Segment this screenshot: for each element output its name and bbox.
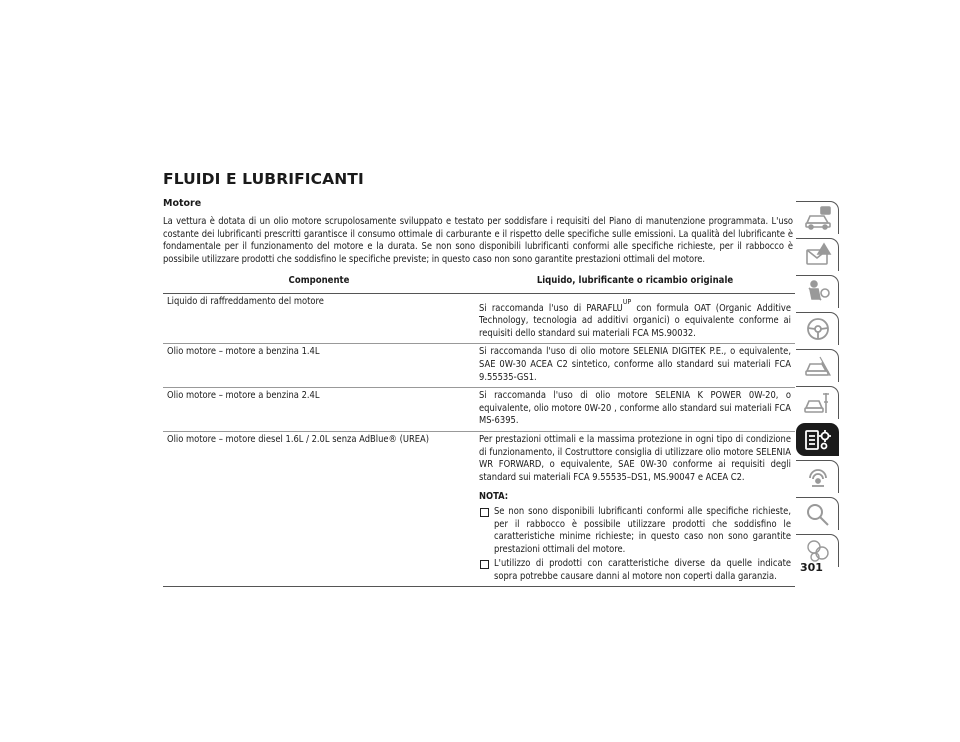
chapter-tab-safety[interactable] [796,275,839,308]
chapter-tab-driving[interactable] [796,312,839,345]
fluid-superscript: UP [622,297,632,306]
fluids-table [163,271,795,587]
car-emergency-icon [804,353,832,379]
page-number: 301 [800,561,823,574]
chapter-tab-emergency[interactable] [796,349,839,382]
fluid-text: Per prestazioni ottimali e la massima protezione in ogni tipo di condizione di funzionamento, il Costruttore consiglia di utilizzare olio motore SELENIA WR FORWARD, o equivalente, SAE 0W-30 conforme ai requisiti degli standard sui materiali FCA 9.55535–DS1, MS.90047 e ACEA C2. [479,433,791,483]
fluid-text: Si raccomanda l'uso di PARAFLU [479,302,623,314]
section-heading: Motore [163,198,202,209]
table-row [163,293,795,344]
table-header-row [163,271,795,293]
multimedia-icon [804,464,832,490]
intro-paragraph: La vettura è dotata di un olio motore scrupolosamente sviluppato e testato per soddisfare i requisiti del Piano di manutenzione programmata. L'uso costante dei lubrificanti prescritti garantisce il consumo ottimale di carburante e il rispetto delle specifiche sulle emissioni. La qualità del lubrificante è fondamentale per il funzionamento del motore e la durata. Se non sono disponibili lubrificanti conformi alle specifiche richieste, per il rabbocco è possibile utilizzare prodotti che soddisfino le specifiche previste; in questo caso non sono garantite prestazioni ottimali del motore. [163,216,793,265]
chapter-tab-service[interactable] [796,386,839,419]
note-item [479,558,791,583]
component-cell: Olio motore – motore diesel 1.6L / 2.0L senza AdBlue® (UREA) [163,431,475,587]
note-text: L'utilizzo di prodotti con caratteristiche diverse da quelle indicate sopra potrebbe causare danni al motore non coperti dalla garanzia. [494,558,791,582]
chapter-tabs [796,201,841,571]
chapter-tab-warnings[interactable] [796,238,839,271]
chapter-tab-index[interactable] [796,497,839,530]
note-text: Se non sono disponibili lubrificanti conformi alle specifiche richieste, per il rabbocco è possibile utilizzare prodotti che soddisfino le caratteristiche minime richieste; in questo caso non sono garantite prestazioni ottimali del motore. [494,505,791,555]
checkbox-bullet-icon [480,508,489,517]
column-header-component: Componente [163,271,475,293]
fluid-cell [475,431,795,587]
chapter-tab-vehicle[interactable] [796,201,839,234]
chapter-tab-specifications[interactable] [796,423,839,456]
car-service-tools-icon [804,390,832,416]
seatbelt-safety-icon [804,279,832,305]
warning-envelope-icon [804,242,832,268]
table-row [163,431,795,587]
chapter-tab-multimedia[interactable] [796,460,839,493]
search-index-icon [804,501,832,527]
steering-wheel-icon [804,316,832,342]
component-cell: Olio motore – motore a benzina 1.4L [163,344,475,388]
car-info-icon [804,205,832,231]
table-row [163,388,795,432]
fluid-cell: Si raccomanda l'uso di olio motore SELENIA DIGITEK P.E., o equivalente, SAE 0W-30 ACEA C2 sintetico, conforme allo standard sui materiali FCA 9.55535-GS1. [475,344,795,388]
component-cell: Liquido di raffreddamento del motore [163,293,475,344]
component-cell: Olio motore – motore a benzina 2.4L [163,388,475,432]
checkbox-bullet-icon [480,560,489,569]
fluid-cell: Si raccomanda l'uso di olio motore SELENIA K POWER 0W-20, o equivalente, olio motore 0W-20 , conforme allo standard sui materiali FCA MS-6395. [475,388,795,432]
fluid-text: con formula OAT (Organic Additive Technology, tecnologia ad additivi organici) o equivalente conforme ai requisiti dello standard sui materiali FCA MS.90032. [479,302,791,339]
table-row [163,344,795,388]
column-header-fluid: Liquido, lubrificante o ricambio originale [475,271,795,293]
page-title: FLUIDI E LUBRIFICANTI [163,170,364,188]
technical-specs-icon [804,427,832,453]
note-item [479,506,791,556]
fluid-cell [475,293,795,344]
note-label: NOTA: [479,491,509,503]
